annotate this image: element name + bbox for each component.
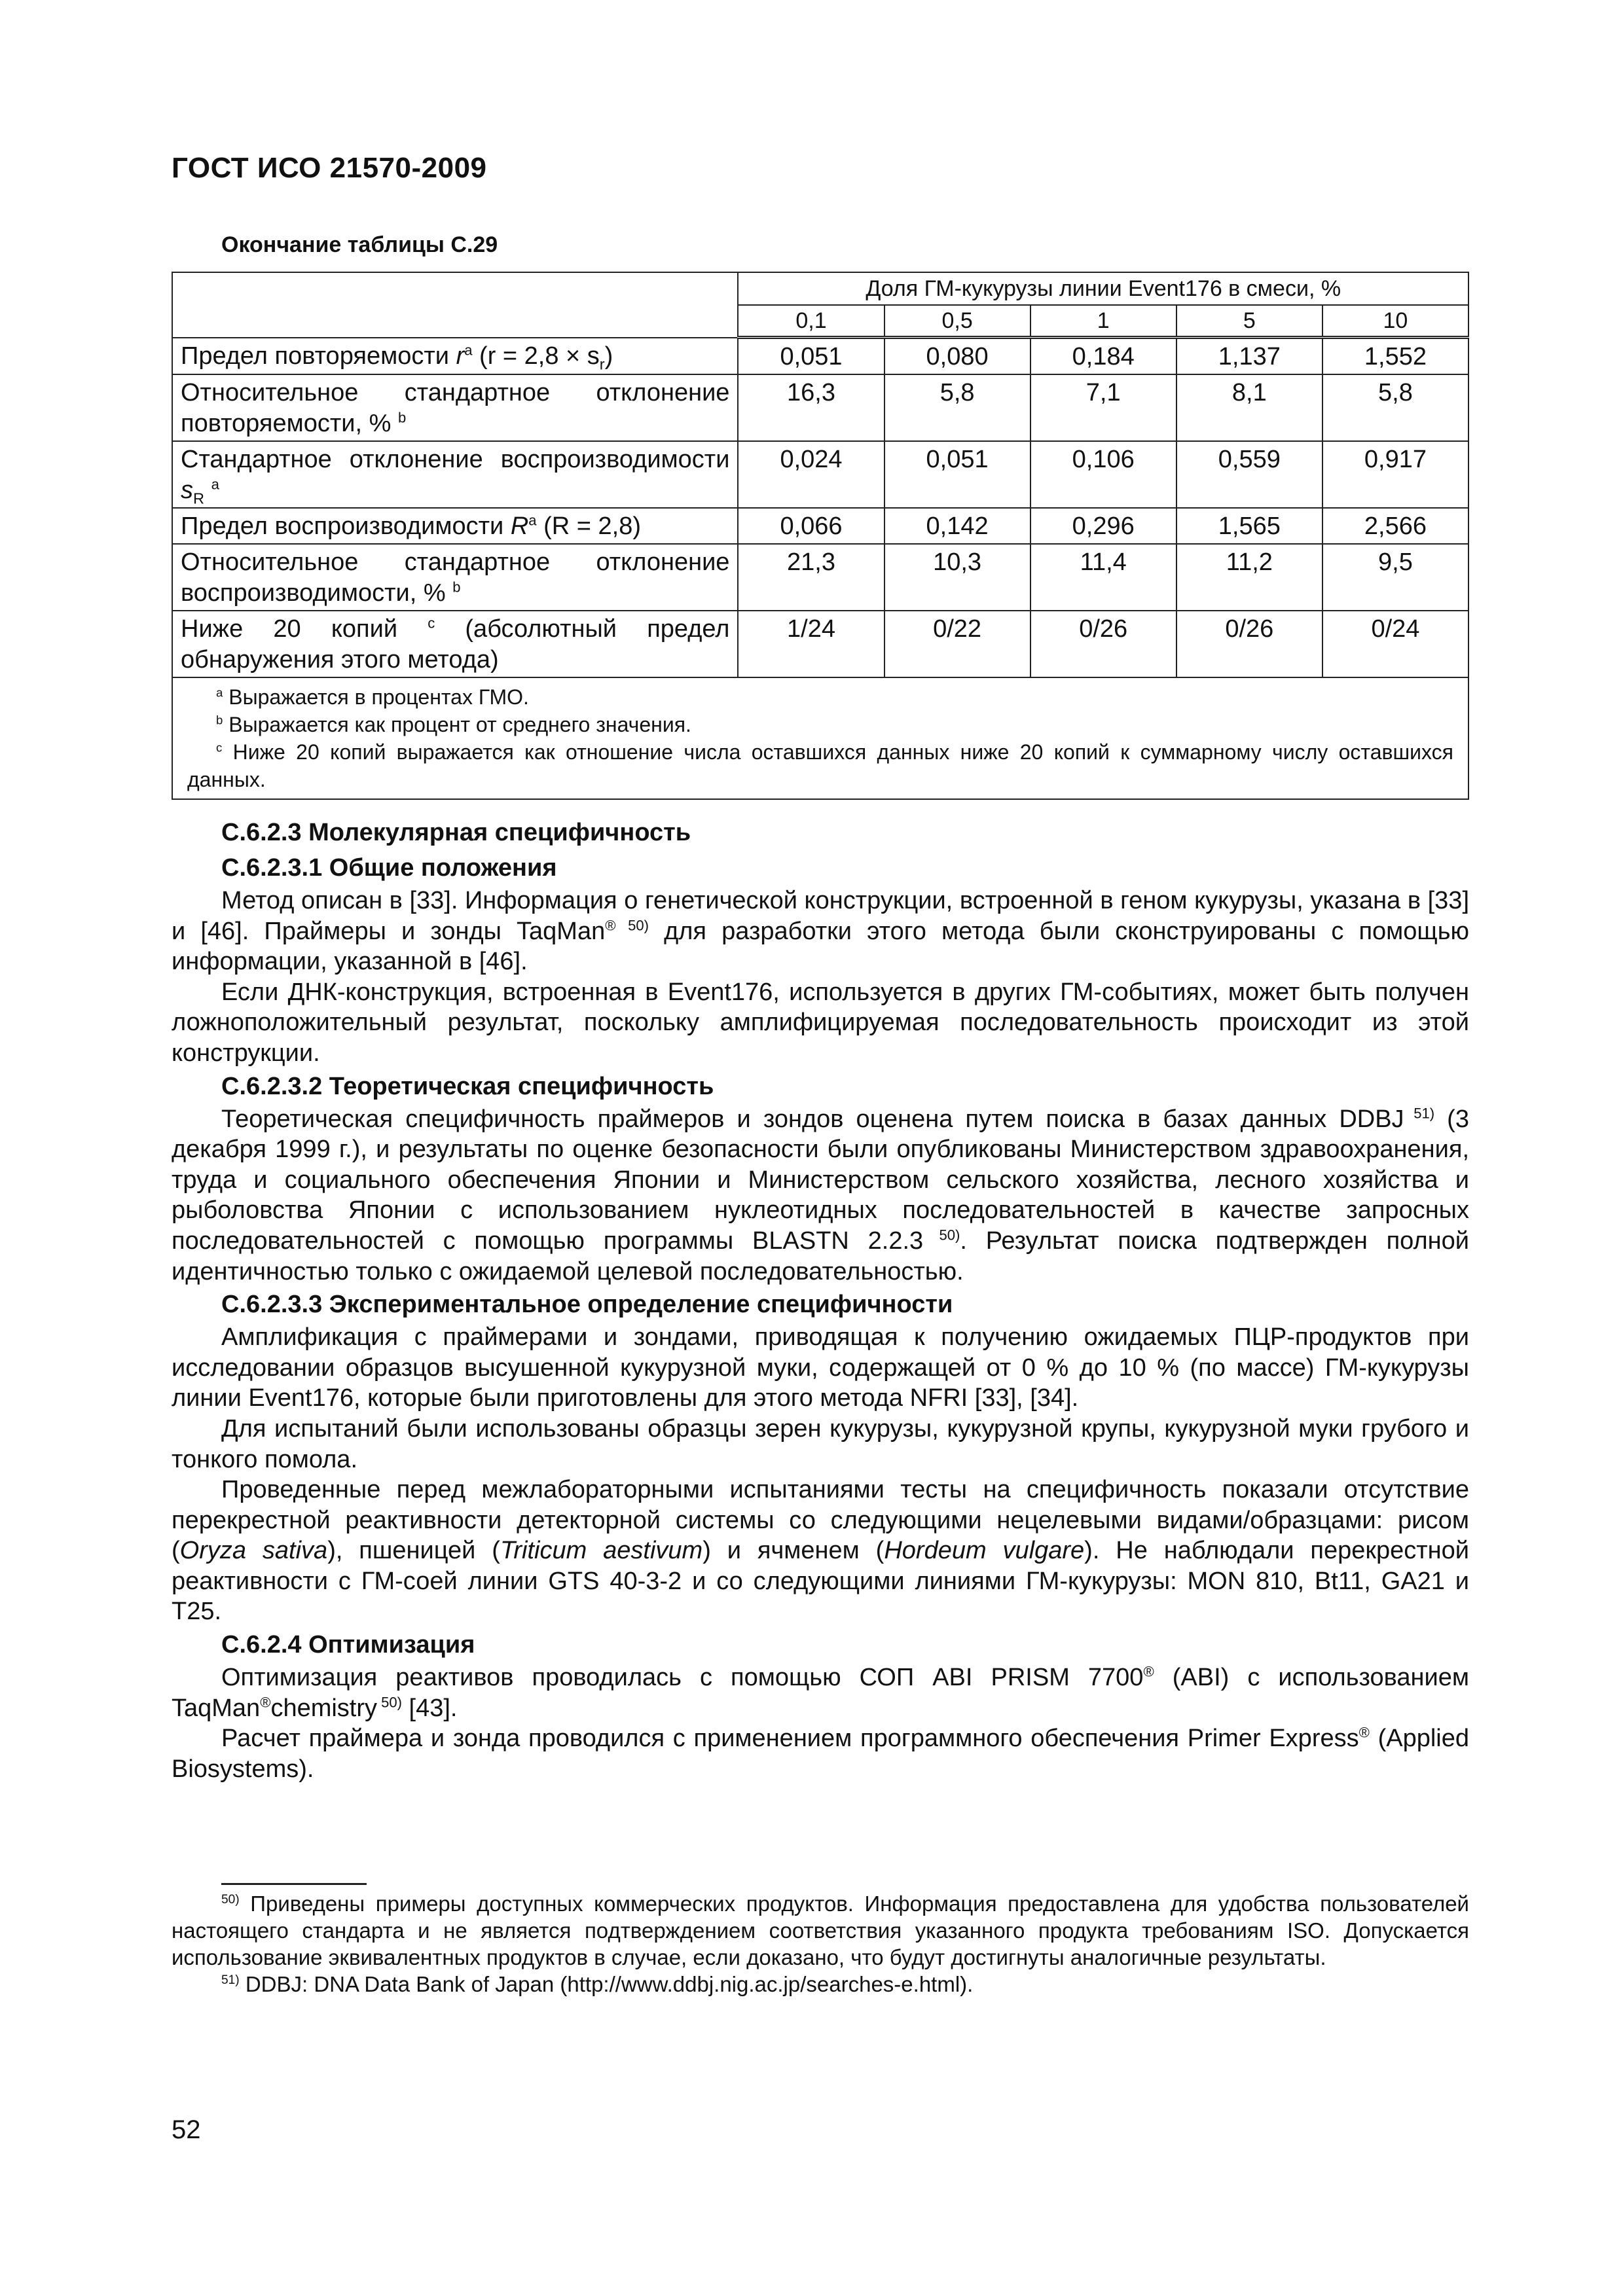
row-label: Относительное стандартное отклонение повторяемости, % $^b$ — [172, 374, 738, 441]
column-header: 10 — [1322, 305, 1468, 338]
table-notes — [172, 677, 1468, 799]
table-cell: 0/26 — [1030, 611, 1176, 677]
document-body — [172, 815, 1469, 1784]
table-caption: Окончание таблицы С.29 — [221, 232, 498, 257]
paragraph: Проведенные перед межлабораторными испытаниями тесты на специфичность показали отсутствие перекрестной реактивности детекторной системы со следующими нецелевыми видами/образцами: рисом (Oryza sativa), пшеницей (Triticum aestivum) и ячменем (Hordeum vulgare). Не наблюдали перекрестной реактивности с ГМ-соей линии GTS 40-3-2 и со следующими линиями ГМ-кукурузы: MON 810, Bt11, GA21 и T25. — [172, 1476, 1470, 1626]
paragraph: Для испытаний были использованы образцы зерен кукурузы, кукурузной крупы, кукурузной муки грубого и тонкого помола. — [172, 1414, 1469, 1473]
paragraph: Оптимизация реактивов проводилась с помощью СОП ABI PRISM 7700® (ABI) с использованием TaqMan®chemistry $^{50)}$ [43]. — [172, 1663, 1469, 1722]
table-cell: 10,3 — [884, 544, 1030, 611]
table-cell: 0,142 — [884, 508, 1030, 544]
table-cell: 0,066 — [738, 508, 884, 544]
row-label: Относительное стандартное отклонение воспроизводимости, % $^b$ — [172, 544, 738, 611]
table-cell: 0,184 — [1030, 338, 1176, 375]
table-cell: 1,137 — [1176, 338, 1322, 375]
table-cell: 11,2 — [1176, 544, 1322, 611]
table-cell: 2,566 — [1322, 508, 1468, 544]
table-cell: 0,024 — [738, 441, 884, 508]
column-header: 1 — [1030, 305, 1176, 338]
table-row — [172, 374, 1468, 441]
table-cell: 11,4 — [1030, 544, 1176, 611]
table-corner-cell — [172, 272, 738, 338]
section-heading: С.6.2.3.2 Теоретическая специфичность — [221, 1072, 714, 1100]
table-cell: 9,5 — [1322, 544, 1468, 611]
table-cell: 16,3 — [738, 374, 884, 441]
table-cell: 0/26 — [1176, 611, 1322, 677]
table-row — [172, 611, 1468, 677]
paragraph: Метод описан в [33]. Информация о генетической конструкции, встроенной в геном кукурузы, указана в [33] и [46]. Праймеры и зонды TaqMan® $^{50)}$ для разработки этого метода были сконструированы с помощью информации, указанной в [46]. — [172, 887, 1469, 976]
paragraph: Теоретическая специфичность праймеров и зондов оценена путем поиска в базах данных DDBJ $^{51)}$ (3 декабря 1999 г.), и результаты по оценке безопасности были опубликованы Министерством здравоохранения, труда и социального обеспечения Японии и Министерством сельского хозяйства, лесного хозяйства и рыболовства Японии с использованием нуклеотидных последовательностей в качестве запросных последовательностей с помощью программы BLASTN 2.2.3 $^{50)}$. Результат поиска подтвержден полной идентичностью только с ожидаемой целевой последовательностью. — [172, 1104, 1469, 1285]
table-cell: 0,080 — [884, 338, 1030, 375]
row-label: Ниже 20 копий $^c$ (абсолютный предел обнаружения этого метода) — [172, 611, 738, 677]
column-header: 0,1 — [738, 305, 884, 338]
section-heading: С.6.2.3.1 Общие положения — [221, 854, 557, 882]
table-cell: 1/24 — [738, 611, 884, 677]
table-cell: 0,296 — [1030, 508, 1176, 544]
footnote: $^{51)}$ DDBJ: DNA Data Bank of Japan (http://www.ddbj.nig.ac.jp/searches-e.html). — [221, 1972, 974, 1996]
page-number: 52 — [172, 2115, 201, 2144]
row-label: Стандартное отклонение воспроизводимости $s_R$ $^a$ — [172, 441, 738, 508]
table-cell: 1,565 — [1176, 508, 1322, 544]
paragraph: Если ДНК-конструкция, встроенная в Event176, используется в других ГМ-событиях, может быть получен ложноположительный результат, поскольку амплифицируемая последовательность происходит из этой конструкции. — [172, 978, 1469, 1067]
document-header: ГОСТ ИСО 21570-2009 — [172, 152, 487, 184]
table-row — [172, 338, 1468, 375]
section-heading: С.6.2.3.3 Экспериментальное определение специфичности — [221, 1291, 953, 1319]
column-header: 5 — [1176, 305, 1322, 338]
table-cell: 5,8 — [884, 374, 1030, 441]
table-row — [172, 544, 1468, 611]
table-cell: 1,552 — [1322, 338, 1468, 375]
paragraph: Амплификация с праймерами и зондами, приводящая к получению ожидаемых ПЦР-продуктов при исследовании образцов высушенной кукурузной муки, содержащей от 0 % до 10 % (по массе) ГМ-кукурузы линии Event176, которые были приготовлены для этого метода NFRI [33], [34]. — [172, 1323, 1469, 1412]
table-row — [172, 508, 1468, 544]
table-cell: 5,8 — [1322, 374, 1468, 441]
table-group-header-row — [172, 272, 1468, 305]
table-group-header: Доля ГМ-кукурузы линии Event176 в смеси, % — [738, 272, 1468, 305]
table-cell: 0,559 — [1176, 441, 1322, 508]
table-cell: 0,051 — [738, 338, 884, 375]
section-heading: С.6.2.4 Оптимизация — [221, 1631, 475, 1659]
table-cell: 0/24 — [1322, 611, 1468, 677]
section-heading: С.6.2.3 Молекулярная специфичность — [221, 819, 691, 846]
footnotes — [172, 1890, 1469, 1998]
table-cell: 0,051 — [884, 441, 1030, 508]
table-note: $^b$ Выражается как процент от среднего значения. — [216, 713, 691, 736]
table-cell: 7,1 — [1030, 374, 1176, 441]
table-cell: 0,106 — [1030, 441, 1176, 508]
table-cell: 0/22 — [884, 611, 1030, 677]
table-note: $^c$ Ниже 20 копий выражается как отношение числа оставшихся данных ниже 20 копий к суммарному числу оставшихся данных. — [187, 740, 1453, 791]
row-label: Предел воспроизводимости $R^a$ (R = 2,8) — [172, 508, 738, 544]
table-row — [172, 441, 1468, 508]
row-label: Предел повторяемости $r^a$ $(r = 2,8 \times s_r)$ — [172, 338, 738, 375]
table-cell: 8,1 — [1176, 374, 1322, 441]
footnote-separator — [221, 1883, 367, 1885]
table-cell: 0,917 — [1322, 441, 1468, 508]
column-header: 0,5 — [884, 305, 1030, 338]
table-note: $^a$ Выражается в процентах ГМО. — [216, 685, 529, 709]
paragraph: Расчет праймера и зонда проводился с применением программного обеспечения Primer Express® (Applied Biosystems). — [172, 1724, 1469, 1783]
footnote: $^{50)}$ Приведены примеры доступных коммерческих продуктов. Информация предоставлена для удобства пользователей настоящего стандарта и не является подтверждением соответствия указанного продукта требованиям ISO. Допускается использование эквивалентных продуктов в случае, если доказано, что будут достигнуты аналогичные результаты. — [172, 1892, 1469, 1969]
table-cell: 21,3 — [738, 544, 884, 611]
precision-table — [172, 272, 1469, 800]
table-notes-row — [172, 677, 1468, 799]
